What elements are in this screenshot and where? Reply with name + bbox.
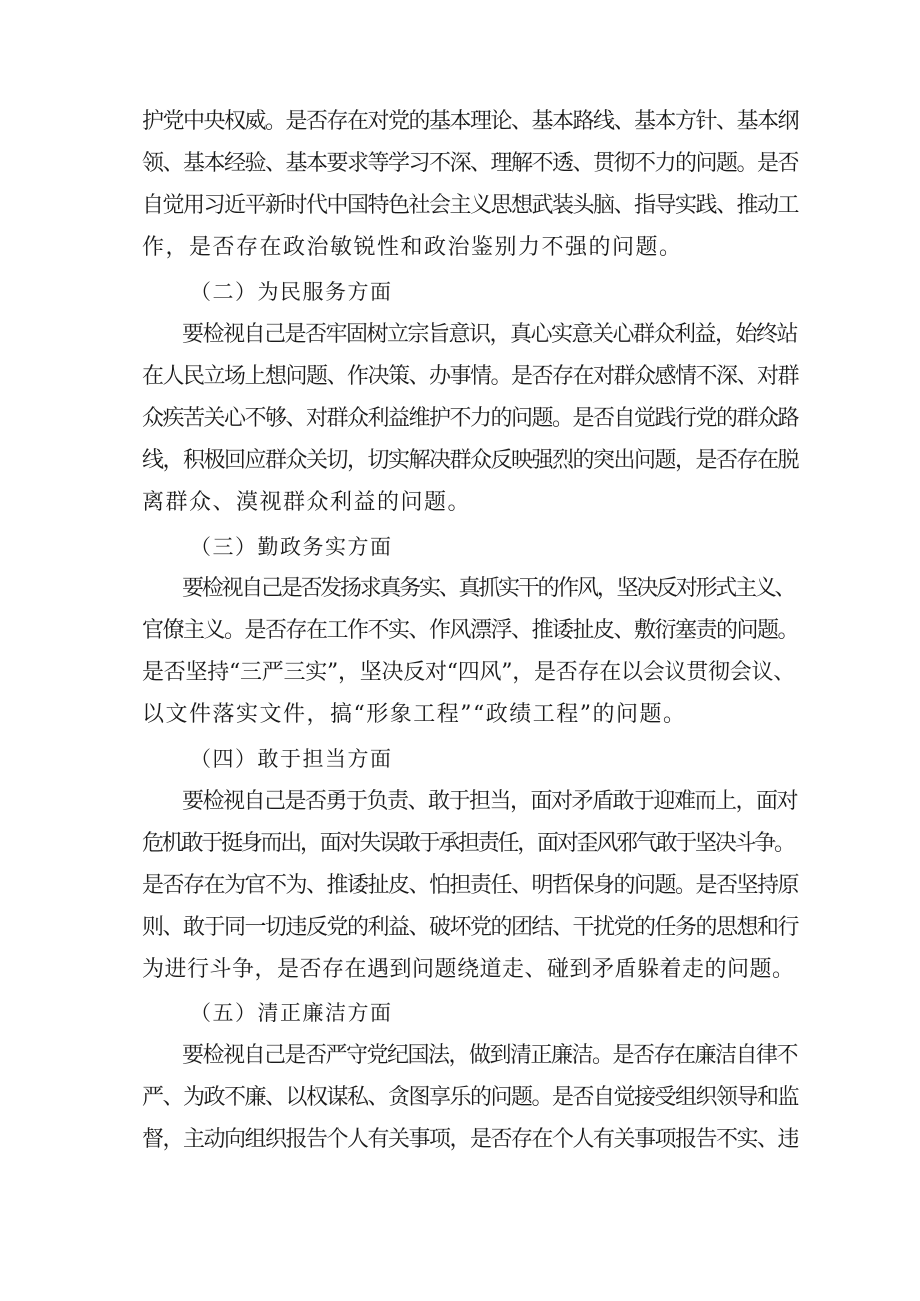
section-heading: （四）敢于担当方面 — [190, 747, 393, 771]
body-text-line: 是否存在为官不为、推诿扯皮、怕担责任、明哲保身的问题。是否坚持原 — [142, 873, 799, 898]
body-text-line: 官僚主义。是否存在工作不实、作风漂浮、推诿扯皮、敷衍塞责的问题。 — [142, 618, 799, 643]
body-text-line: 要检视自己是否牢固树立宗旨意识，真心实意关心群众利益，始终站 — [182, 322, 798, 347]
body-text-line: 在人民立场上想问题、作决策、办事情。是否存在对群众感情不深、对群 — [142, 364, 799, 389]
body-text-line: 要检视自己是否严守党纪国法，做到清正廉洁。是否存在廉洁自律不 — [182, 1043, 798, 1068]
body-text-line: 线，积极回应群众关切，切实解决群众反映强烈的突出问题，是否存在脱 — [142, 448, 799, 473]
body-text-line: 则、敢于同一切违反党的利益、破坏党的团结、干扰党的任务的思想和行 — [142, 915, 799, 940]
body-text-line: 领、基本经验、基本要求等学习不深、理解不透、贯彻不力的问题。是否 — [142, 151, 799, 176]
body-text-line: 督，主动向组织报告个人有关事项，是否存在个人有关事项报告不实、违 — [142, 1127, 799, 1152]
body-text-line: 自觉用习近平新时代中国特色社会主义思想武装头脑、指导实践、推动工 — [142, 193, 799, 218]
body-text-line: 众疾苦关心不够、对群众利益维护不力的问题。是否自觉践行党的群众路 — [142, 406, 799, 431]
body-text-line: 危机敢于挺身而出，面对失误敢于承担责任，面对歪风邪气敢于坚决斗争。 — [142, 831, 794, 856]
section-heading: （二）为民服务方面 — [190, 280, 393, 304]
body-text-line: 为进行斗争，是否存在遇到问题绕道走、碰到矛盾躲着走的问题。 — [142, 957, 795, 982]
body-text-line: 要检视自己是否发扬求真务实、真抓实干的作风，坚决反对形式主义、 — [182, 576, 795, 601]
section-heading: （五）清正廉洁方面 — [190, 1001, 393, 1025]
body-text-line: 离群众、漠视群众利益的问题。 — [142, 490, 472, 515]
section-heading: （三）勤政务实方面 — [190, 535, 393, 559]
body-text-line: 要检视自己是否勇于负责、敢于担当，面对矛盾敢于迎难而上，面对 — [182, 789, 798, 814]
body-text-line: 严、为政不廉、以权谋私、贪图享乐的问题。是否自觉接受组织领导和监 — [142, 1085, 799, 1110]
body-text-line: 以文件落实文件，搞“形象工程”“政绩工程”的问题。 — [142, 702, 687, 727]
body-text-line: 作，是否存在政治敏锐性和政治鉴别力不强的问题。 — [142, 235, 683, 260]
body-text-line: 护党中央权威。是否存在对党的基本理论、基本路线、基本方针、基本纲 — [142, 109, 799, 134]
body-text-line: 是否坚持“三严三实”，坚决反对“四风”，是否存在以会议贯彻会议、 — [142, 660, 795, 685]
